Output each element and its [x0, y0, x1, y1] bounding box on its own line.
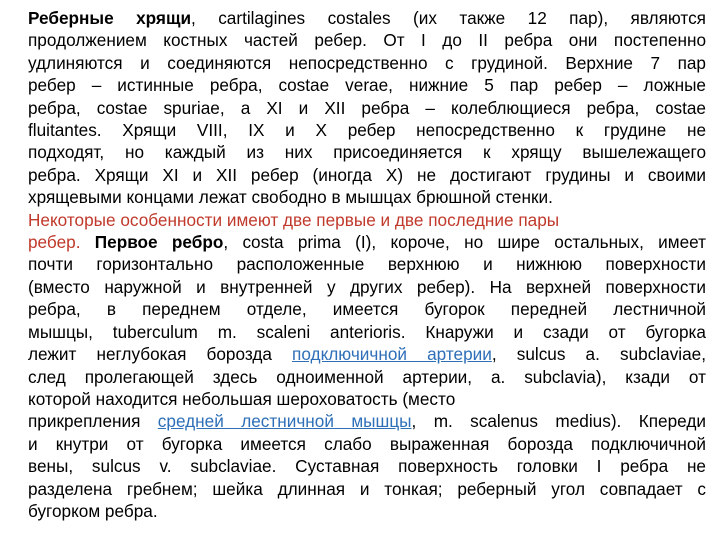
text-line [28, 231, 706, 253]
text-run: ребер – истинные ребра, costae verae, нижние 5 пар ребер – ложные [28, 75, 706, 96]
text-line [28, 410, 706, 432]
text-run [80, 232, 94, 252]
text-link[interactable]: подключичной артерии [292, 344, 492, 365]
anatomy-text-body [28, 7, 706, 522]
text-line [28, 343, 706, 365]
text-run: хрящевыми концами лежат свободно в мышцах брюшной стенки. [28, 187, 553, 208]
text-run: мышцы, tuberculum m. scaleni anterioris. Кнаружи и сзади от бугорка [28, 321, 706, 342]
text-run: , cartilagines costales (их также 12 пар), являются [191, 8, 706, 28]
text-run: которой находится небольшая шероховатость (место [28, 388, 456, 409]
highlighted-text: ребер. [28, 232, 81, 253]
text-line [28, 52, 706, 74]
text-line [28, 164, 706, 186]
text-line [28, 186, 706, 208]
text-line [28, 276, 706, 298]
text-line [28, 119, 706, 141]
text-run: ребра, costae spuriae, а XI и XII ребра – колеблющиеся ребра, costae [28, 97, 706, 118]
text-run: удлиняются и соединяются непосредственно с грудиной. Верхние 7 пар [28, 52, 706, 73]
bold-term: Первое ребро [94, 232, 224, 253]
text-line [28, 433, 706, 455]
text-line [28, 7, 706, 29]
text-run: продолжением костных частей ребер. От I до II ребра они постепенно [28, 30, 706, 51]
text-run: почти горизонтально расположенные верхнюю и нижнюю поверхности [28, 254, 706, 275]
highlighted-text: Некоторые особенности имеют две первые и две последние пары [28, 209, 560, 230]
text-line [28, 74, 706, 96]
text-run: вены, sulcus v. subclaviae. Суставная поверхность головки I ребра не [28, 456, 706, 477]
text-run: (вместо наружной и внутренней у других ребер). На верхней поверхности [28, 276, 706, 297]
text-run: след пролегающей здесь одноименной артерии, a. subclavia), кзади от [28, 366, 706, 387]
text-run: , sulcus a. subclaviae, [491, 344, 706, 365]
text-line [28, 478, 706, 500]
text-run: прикрепления [28, 411, 158, 432]
text-run: ребра. Хрящи XI и XII ребер (иногда X) не достигают грудины и своими [28, 164, 706, 185]
text-link[interactable]: средней лестничной мышцы [157, 411, 412, 432]
text-line [28, 253, 706, 275]
text-run: и кнутри от бугорка имеется слабо выраженная борозда подключичной [28, 433, 706, 454]
text-run: разделена гребнем; шейка длинная и тонкая; реберный угол совпадает с [28, 478, 706, 499]
text-run: , m. scalenus medius). Кпереди [411, 411, 706, 432]
text-line [28, 321, 706, 343]
text-line [28, 298, 706, 320]
text-run: бугорком ребра. [28, 500, 158, 521]
text-run: , costa prima (I), короче, но шире остальных, имеет [223, 232, 707, 253]
text-run: подходят, но каждый из них присоединяется к хрящу вышележащего [28, 142, 706, 163]
text-line [28, 29, 706, 51]
text-line [28, 366, 706, 388]
bold-term: Реберные хрящи [28, 8, 192, 28]
text-line [28, 97, 706, 119]
text-line [28, 455, 706, 477]
text-line [28, 141, 706, 163]
text-run: лежит неглубокая борозда [28, 344, 293, 365]
text-run: ребра, в переднем отделе, имеется бугорок передней лестничной [28, 299, 706, 320]
text-line [28, 209, 706, 231]
text-line [28, 500, 706, 522]
text-run: fluitantes. Хрящи VIII, IX и X ребер непосредственно к грудине не [28, 120, 706, 141]
text-line [28, 388, 706, 410]
